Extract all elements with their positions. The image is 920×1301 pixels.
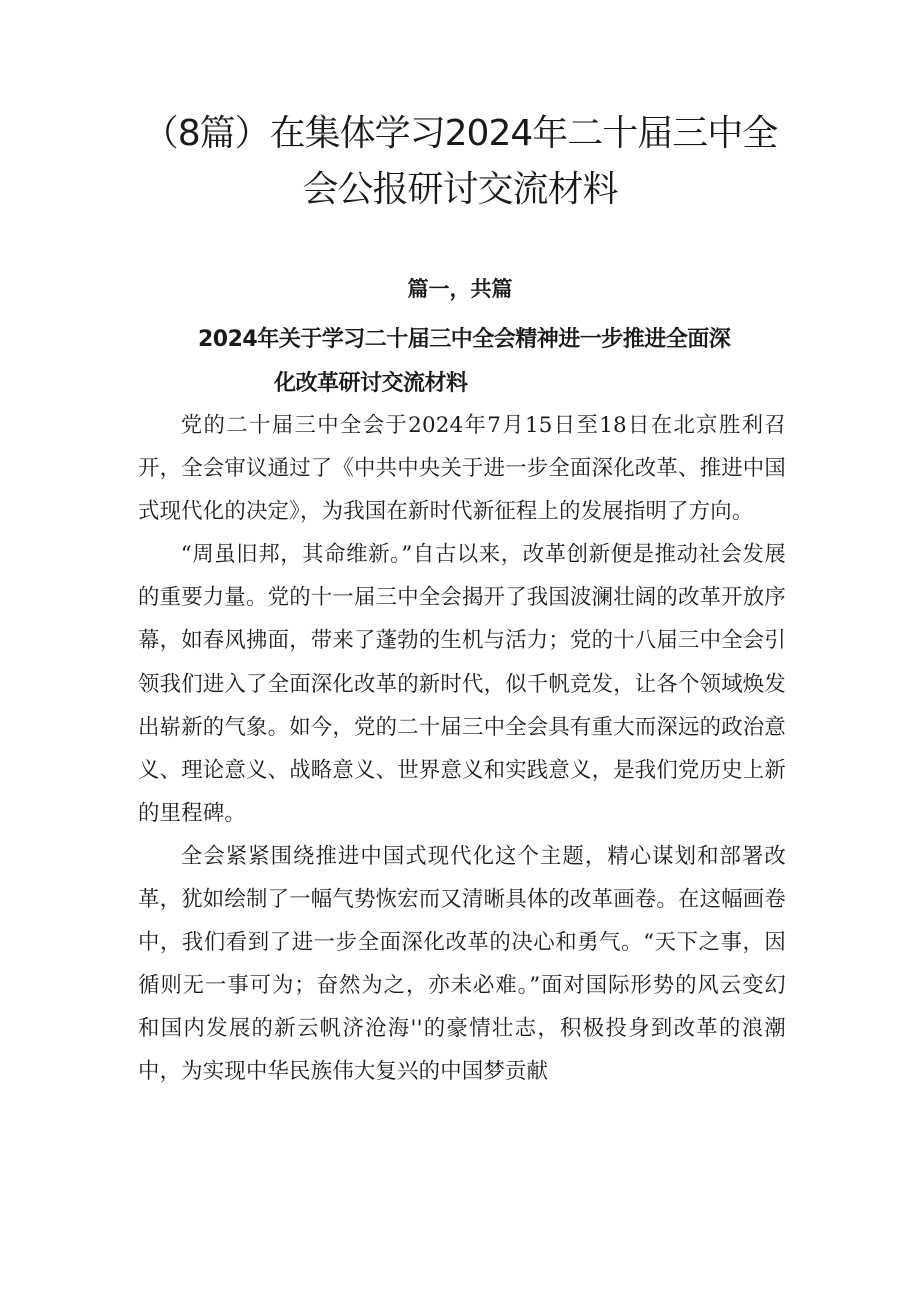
body-paragraph-1: 党的二十届三中全会于2024年7月15日至18日在北京胜利召开，全会审议通过了《中共中央关于进一步全面深化改革、推进中国式现代化的决定》，为我国在新时代新征程上的发展指明了方向。 bbox=[138, 413, 786, 525]
body-paragraph-3: 全会紧紧围绕推进中国式现代化这个主题，精心谋划和部署改革，犹如绘制了一幅气势恢宏而又清晰具体的改革画卷。在这幅画卷中，我们看到了进一步全面深化改革的决心和勇气。“天下之事，因循则无一事可为；奋然为之，亦未必难。”面对国际形势的风云变幻和国内发展的新云帆济沧海''的豪情壮志，积极投身到改革的浪潮中，为实现中华民族伟大复兴的中国梦贡献 bbox=[138, 843, 786, 1085]
subtitle-line-2: 化改革研讨交流材料 bbox=[274, 371, 468, 396]
title-line-2: 会公报研讨交流材料 bbox=[302, 169, 618, 210]
body-paragraph-2: “周虽旧邦，其命维新。”自古以来，改革创新便是推动社会发展的重要力量。党的十一届三中全会揭开了我国波澜壮阔的改革开放序幕，如春风拂面，带来了蓬勃的生机与活力；党的十八届三中全会引领我们进入了全面深化改革的新时代，似千帆竞发，让各个领域焕发出崭新的气象。如今，党的二十届三中全会具有重大而深远的政治意义、理论意义、战略意义、世界意义和实践意义，是我们党历史上新的里程碑。 bbox=[138, 542, 786, 826]
document-title bbox=[140, 106, 780, 218]
title-line-1: （8篇）在集体学习2024年二十届三中全 bbox=[142, 113, 778, 154]
article-subtitle bbox=[198, 318, 798, 406]
section-label: 篇一，共篇 bbox=[407, 277, 513, 301]
article-body bbox=[138, 404, 786, 1094]
subtitle-line-1: 2024年关于学习二十届三中全会精神进一步推进全面深 bbox=[198, 327, 731, 352]
